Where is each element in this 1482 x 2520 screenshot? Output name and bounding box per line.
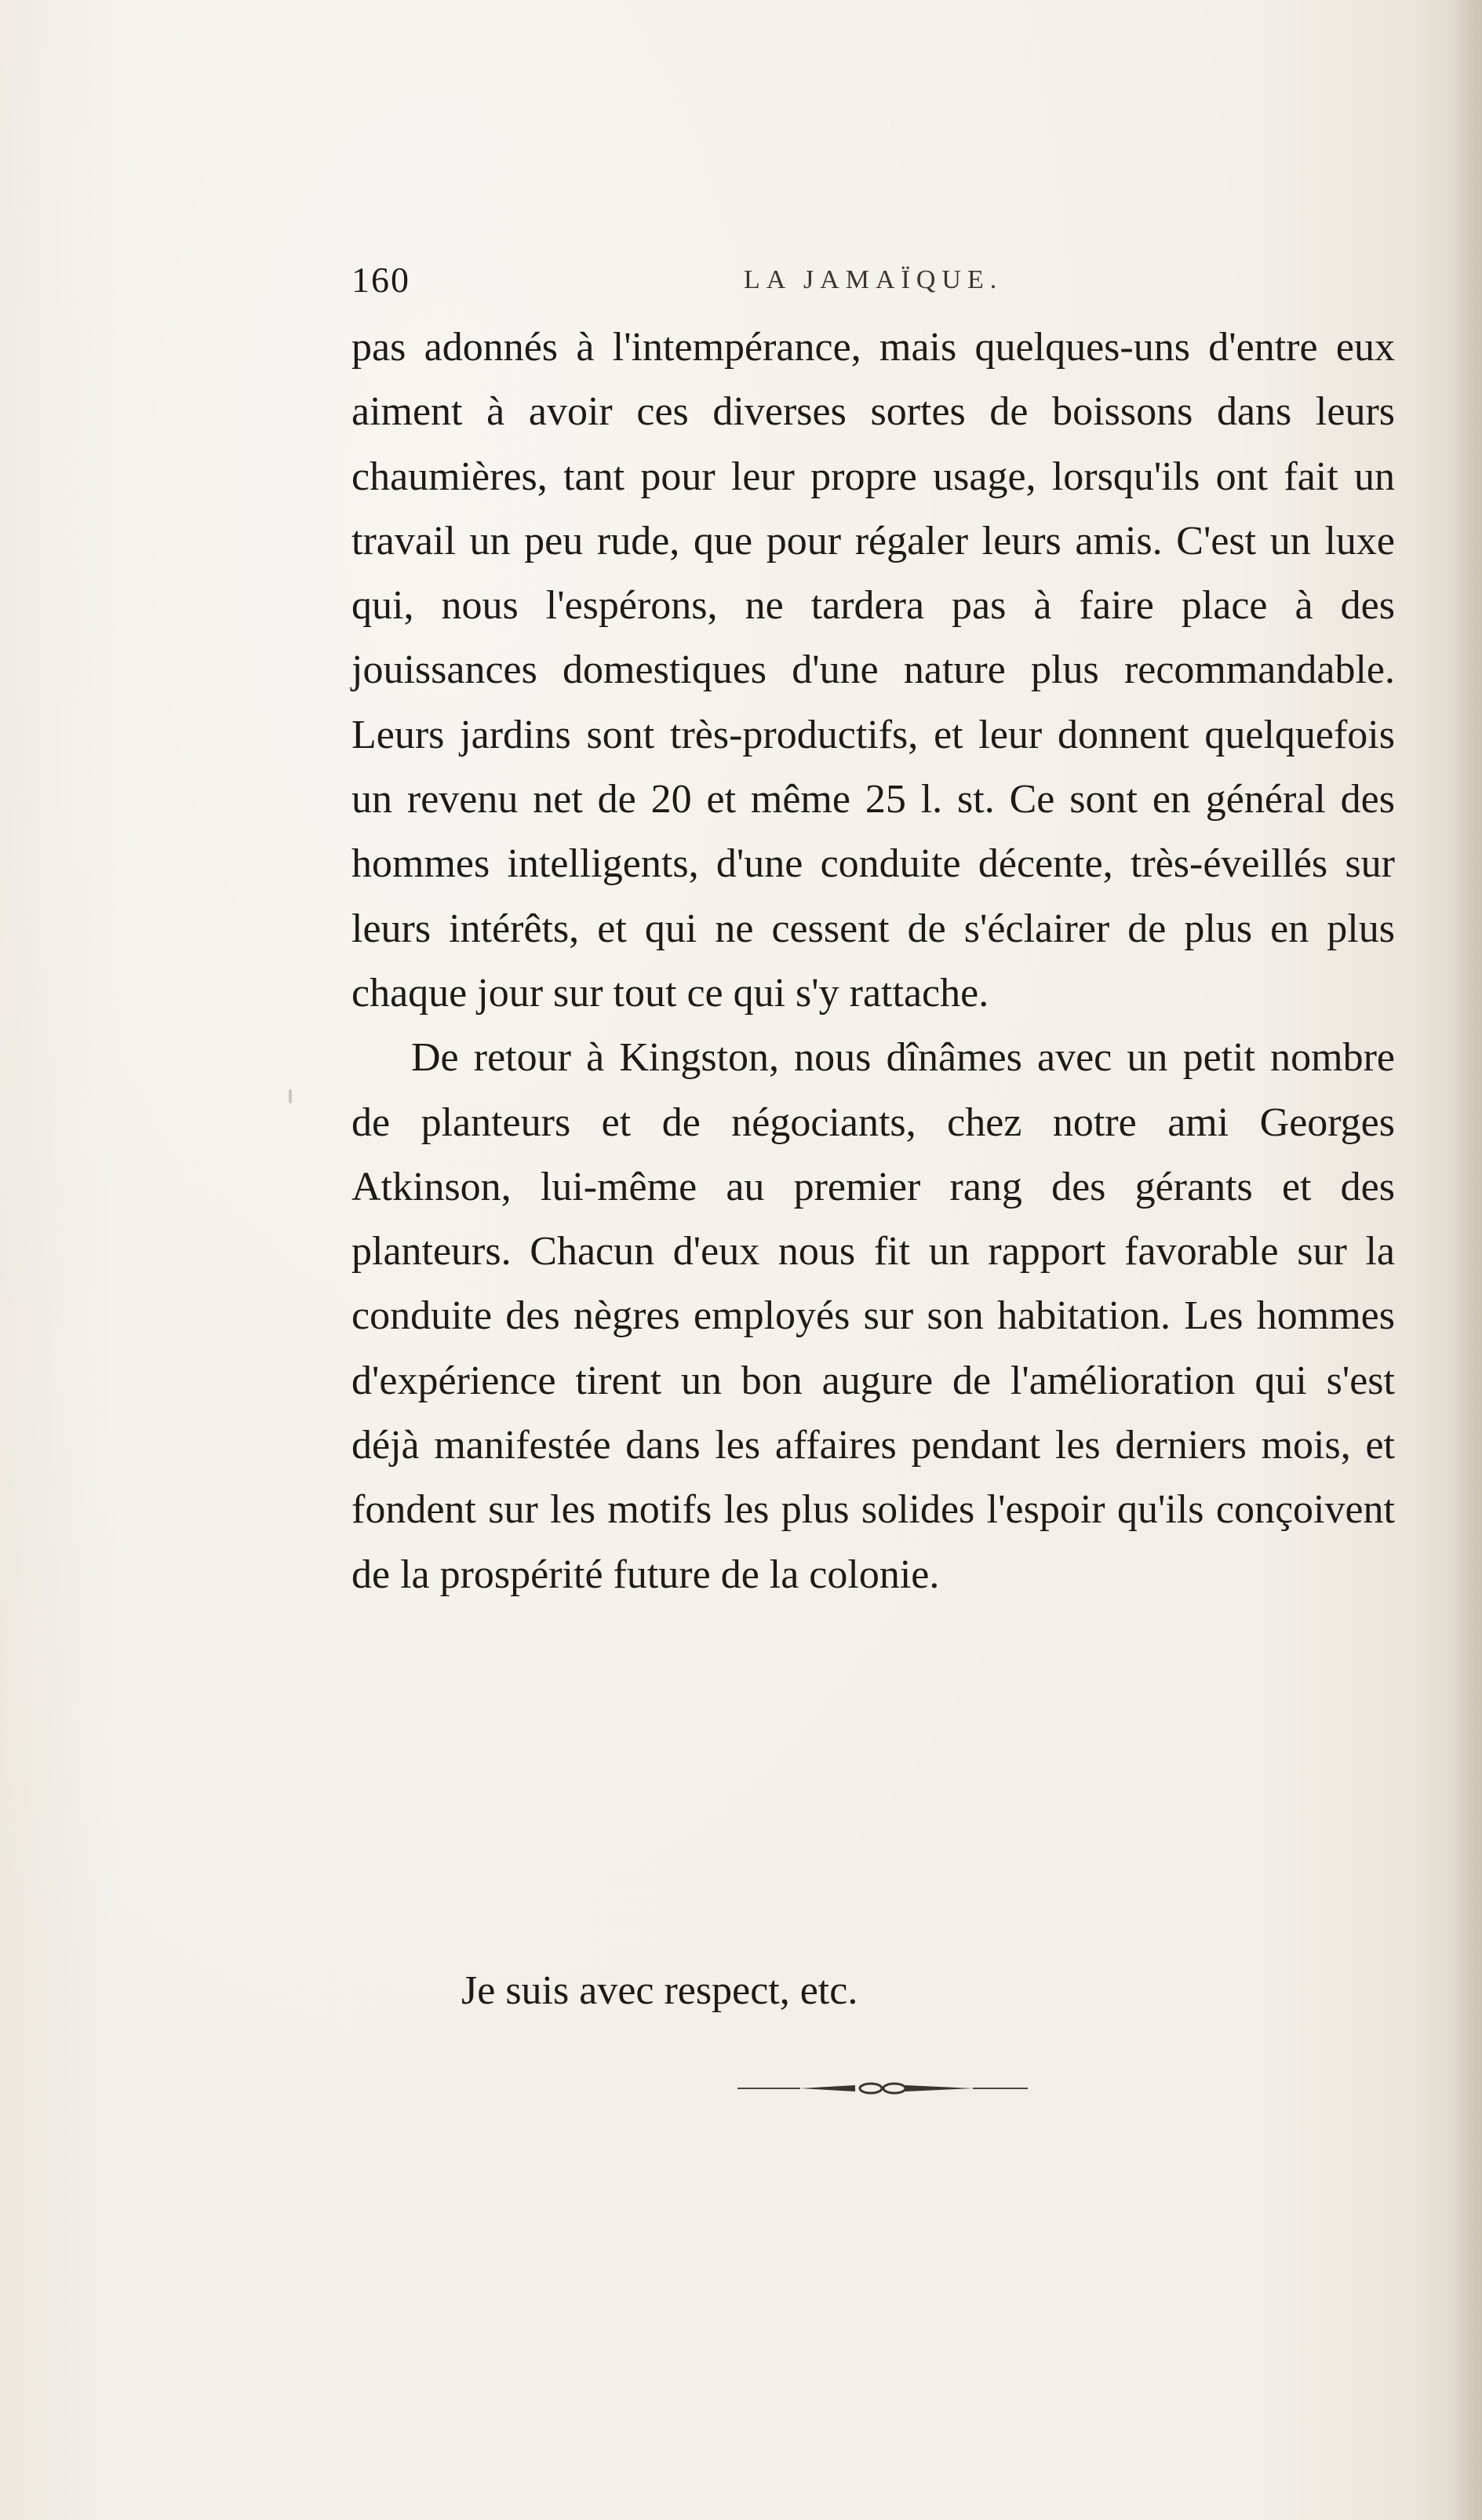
page-header	[351, 259, 1395, 306]
running-title: LA JAMAÏQUE.	[744, 265, 1003, 294]
page-mark	[289, 1089, 292, 1103]
paragraph-2: De retour à Kingston, nous dînâmes avec un petit nombre de planteurs et de négociants, chez notre ami Georges Atkinson, lui-même au premier rang des gérants et des planteurs. Chacun d'eux nous fit un rapport favorable sur la conduite des nègres employés sur son habitation. Les hommes d'expérience tirent un bon augure de l'amélioration qui s'est déjà manifestée dans les affaires pendant les derniers mois, et fondent sur les motifs les plus solides l'espoir qu'ils conçoivent de la prospérité future de la colonie.	[351, 1035, 1395, 1597]
closing-line: Je suis avec respect, etc.	[461, 1968, 858, 2013]
paragraph-1: pas adonnés à l'intempérance, mais quelques-uns d'entre eux aiment à avoir ces diverses sortes de boissons dans leurs chaumières, tant pour leur propre usage, lorsqu'ils ont fait un travail un peu rude, que pour régaler leurs amis. C'est un luxe qui, nous l'espérons, ne tardera pas à faire place à des jouissances domestiques d'une nature plus recommandable. Leurs jardins sont très-productifs, et leur donnent quelquefois un revenu net de 20 et même 25 l. st. Ce sont en général des hommes intelligents, d'une conduite décente, très-éveillés sur leurs intérêts, et qui ne cessent de s'éclairer de plus en plus chaque jour sur tout ce qui s'y rattache.	[351, 325, 1395, 1016]
page-edge-shadow	[1451, 0, 1482, 2520]
body-text	[351, 315, 1395, 1607]
page-number: 160	[351, 260, 410, 300]
tailpiece-ornament-icon	[737, 2081, 1028, 2096]
